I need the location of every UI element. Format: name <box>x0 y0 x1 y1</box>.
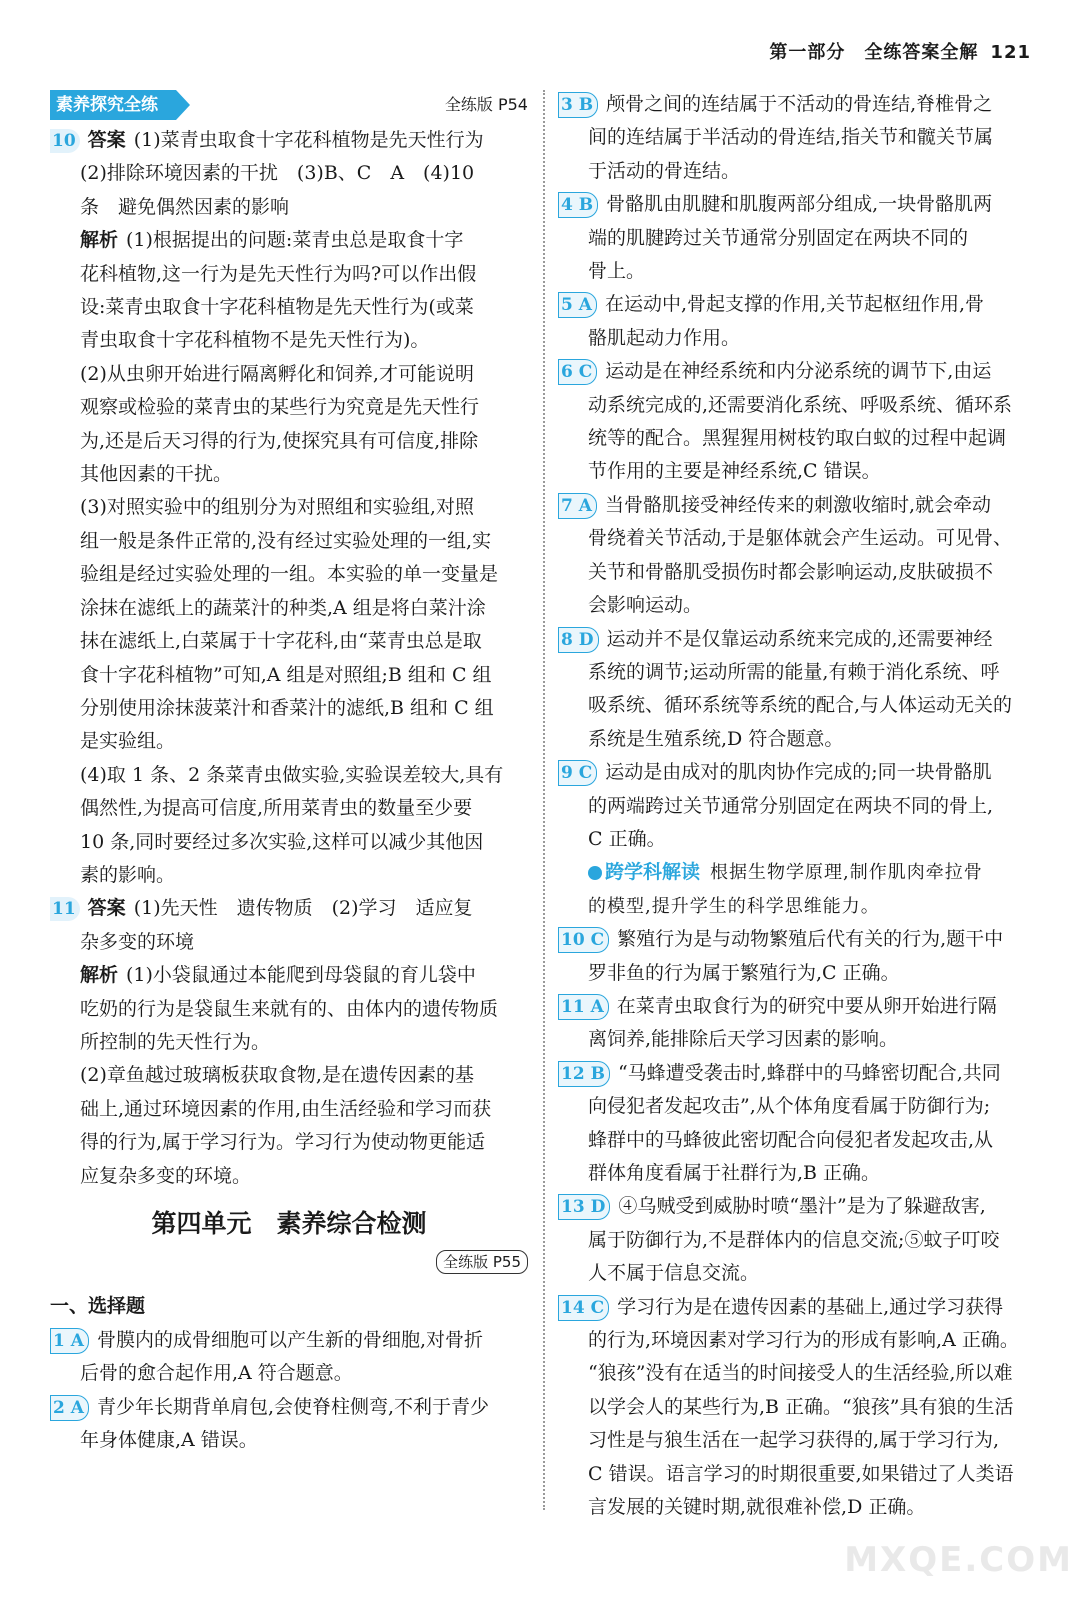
column-divider <box>543 90 545 1510</box>
answer-text: C 正确。 <box>588 827 666 850</box>
answer-text: 年身体健康,A 错误。 <box>80 1429 258 1452</box>
question-number: 11 A <box>558 994 609 1020</box>
analysis-text: 应复杂多变的环境。 <box>80 1164 252 1187</box>
question-number: 10 <box>50 129 80 153</box>
left-column <box>50 88 528 1457</box>
analysis-text: 吃奶的行为是袋鼠生来就有的、由体内的遗传物质 <box>80 997 499 1020</box>
answer-label: 答案 <box>87 129 126 151</box>
analysis-text: 花科植物,这一行为是先天性行为吗?可以作出假 <box>80 262 477 285</box>
unit-ref-box <box>50 1245 528 1278</box>
analysis-text: 所控制的先天性行为。 <box>80 1030 271 1053</box>
question-number: 2 A <box>50 1395 89 1421</box>
question-r12 <box>558 1057 1034 1191</box>
answer-text: 节作用的主要是神经系统,C 错误。 <box>588 460 881 483</box>
answer-text: 系统是生殖系统,D 符合题意。 <box>588 727 844 750</box>
answer-text: 运动是在神经系统和内分泌系统的调节下,由运 <box>605 360 992 383</box>
answer-text: C 错误。语言学习的时期很重要,如果错过了人类语 <box>588 1462 1014 1485</box>
answer-text: 会影响运动。 <box>588 594 703 617</box>
section-ref: 全练版 P54 <box>444 95 528 115</box>
question-10 <box>50 124 528 892</box>
question-3 <box>558 88 1034 188</box>
question-number: 14 C <box>558 1295 609 1321</box>
answer-label: 答案 <box>87 897 126 920</box>
analysis-text: 10 条,同时要经过多次实验,这样可以减少其他因 <box>80 830 484 853</box>
analysis-text: 组一般是条件正常的,没有经过实验处理的一组,实 <box>80 529 492 552</box>
cross-text: 的模型,提升学生的科学思维能力。 <box>588 895 880 917</box>
answer-text: 关节和骨骼肌受损伤时都会影响运动,皮肤破损不 <box>588 560 994 583</box>
page-header <box>769 38 1031 64</box>
question-9 <box>558 756 1034 856</box>
question-6 <box>558 355 1034 489</box>
answer-text: 群体角度看属于社群行为,B 正确。 <box>588 1162 881 1184</box>
answer-text: 后骨的愈合起作用,A 符合题意。 <box>80 1362 353 1385</box>
answer-text: 属于防御行为,不是群体内的信息交流;⑤蚊子叮咬 <box>588 1228 1000 1251</box>
analysis-text: 设:菜青虫取食十字花科植物是先天性行为(或菜 <box>80 296 474 319</box>
question-number: 12 B <box>558 1061 610 1087</box>
analysis-text: 观察或检验的菜青虫的某些行为究竟是先天性行 <box>80 396 480 419</box>
analysis-text: 得的行为,属于学习行为。学习行为使动物更能适 <box>80 1131 486 1154</box>
question-8 <box>558 623 1034 757</box>
answer-text: 骨膜内的成骨细胞可以产生新的骨细胞,对骨折 <box>96 1328 483 1351</box>
unit-ref: 全练版 P55 <box>436 1250 528 1274</box>
answer-text: 向侵犯者发起攻击”,从个体角度看属于防御行为; <box>588 1095 991 1118</box>
answer-text: 端的肌腱跨过关节通常分别固定在两块不同的 <box>588 226 969 249</box>
answer-text: 的行为,环境因素对学习行为的形成有影响,A 正确。 <box>588 1329 1019 1352</box>
question-7 <box>558 489 1034 623</box>
analysis-text: 素的影响。 <box>80 863 176 886</box>
answer-text: (1)先天性 遗传物质 (2)学习 适应复 <box>133 897 473 920</box>
analysis-text: (3)对照实验中的组别分为对照组和实验组,对照 <box>80 496 474 519</box>
answer-text: 蜂群中的马蜂彼此密切配合向侵犯者发起攻击,从 <box>588 1128 994 1151</box>
answer-text: “狼孩”没有在适当的时间接受人的生活经验,所以难 <box>588 1362 1013 1385</box>
answer-text: 吸系统、循环系统等系统的配合,与人体运动无关的 <box>588 694 1013 717</box>
right-column <box>558 88 1034 1524</box>
page-number: 121 <box>990 42 1031 63</box>
analysis-text: 分别使用涂抹菠菜汁和香菜汁的滤纸,B 组和 C 组 <box>80 696 494 719</box>
answer-text: (1)菜青虫取食十字花科植物是先天性行为 <box>133 129 484 151</box>
answer-text: 离饲养,能排除后天学习因素的影响。 <box>588 1028 899 1051</box>
question-number: 8 D <box>558 627 599 653</box>
section-badge: 素养探究全练 <box>50 90 176 120</box>
section-bar <box>50 88 528 122</box>
answer-text: 运动是由成对的肌肉协作完成的;同一块骨骼肌 <box>605 761 992 784</box>
answer-text: 的两端跨过关节通常分别固定在两块不同的骨上, <box>588 794 994 817</box>
analysis-text: 为,还是后天习得的行为,使探究具有可信度,排除 <box>80 429 479 452</box>
answer-text: 于活动的骨连结。 <box>588 159 741 182</box>
question-1 <box>50 1324 528 1391</box>
answer-text: 颅骨之间的连结属于不活动的骨连结,脊椎骨之 <box>606 93 993 115</box>
analysis-text: 抹在滤纸上,白菜属于十字花科,由“菜青虫总是取 <box>80 630 482 653</box>
question-number: 6 C <box>558 359 597 385</box>
answer-text: 杂多变的环境 <box>80 930 195 953</box>
cross-text: 根据生物学原理,制作肌肉牵拉骨 <box>710 862 983 884</box>
answer-text: 统等的配合。黑猩猩用树枝钓取白蚁的过程中起调 <box>588 427 1007 450</box>
answer-text: 罗非鱼的行为属于繁殖行为,C 正确。 <box>588 961 900 984</box>
answer-text: “马蜂遭受袭击时,蜂群中的马蜂密切配合,共同 <box>617 1061 1001 1084</box>
answer-text: 骨上。 <box>588 260 646 283</box>
answer-text: 骨绕着关节活动,于是躯体就会产生运动。可见骨、 <box>588 527 1013 550</box>
answer-text: ④乌贼受到威胁时喷“墨汁”是为了躲避敌害, <box>618 1195 986 1218</box>
unit-title: 第四单元 素养综合检测 <box>151 1209 427 1238</box>
answer-text: 青少年长期背单肩包,会使脊柱侧弯,不利于青少 <box>96 1395 490 1418</box>
question-number: 1 A <box>50 1328 89 1354</box>
answer-text: 繁殖行为是与动物繁殖后代有关的行为,题干中 <box>617 928 1004 951</box>
question-number: 7 A <box>558 493 597 519</box>
question-4 <box>558 188 1034 288</box>
answer-text: 在菜青虫取食行为的研究中要从卵开始进行隔 <box>616 994 997 1017</box>
section-heading: 一、选择题 <box>50 1295 146 1318</box>
question-number: 11 <box>50 897 80 921</box>
analysis-text: 青虫取食十字花科植物不是先天性行为)。 <box>80 329 430 352</box>
analysis-text: (1)小袋鼠通过本能爬到母袋鼠的育儿袋中 <box>126 964 476 987</box>
header-title: 第一部分 全练答案全解 <box>769 42 979 63</box>
cross-discipline-label <box>588 861 700 883</box>
analysis-text: 验组是经过实验处理的一组。本实验的单一变量是 <box>80 563 499 586</box>
answer-text: (2)排除环境因素的干扰 (3)B、C A (4)10 <box>80 162 475 185</box>
answer-text: 系统的调节;运动所需的能量,有赖于消化系统、呼 <box>588 660 1000 683</box>
answer-text: 学习行为是在遗传因素的基础上,通过学习获得 <box>617 1295 1004 1318</box>
answer-text: 动系统完成的,还需要消化系统、呼吸系统、循环系 <box>588 393 1013 416</box>
analysis-text: 偶然性,为提高可信度,所用菜青虫的数量至少要 <box>80 797 473 820</box>
answer-text: 以学会人的某些行为,B 正确。“狼孩”具有狼的生活 <box>588 1395 1014 1418</box>
watermark: MXQE.COM <box>844 1540 1073 1580</box>
question-11 <box>50 892 528 1193</box>
answer-text: 人不属于信息交流。 <box>588 1262 760 1285</box>
answer-text: 言发展的关键时期,就很难补偿,D 正确。 <box>588 1496 926 1519</box>
question-r13 <box>558 1190 1034 1290</box>
cross-discipline-note <box>558 856 1034 923</box>
question-number: 3 B <box>558 92 598 118</box>
answer-text: 间的连结属于半活动的骨连结,指关节和髋关节属 <box>588 126 994 149</box>
analysis-text: 食十字花科植物”可知,A 组是对照组;B 组和 C 组 <box>80 663 492 686</box>
question-number: 13 D <box>558 1194 610 1220</box>
answer-text: 当骨骼肌接受神经传来的刺激收缩时,就会牵动 <box>604 493 991 516</box>
question-number: 10 C <box>558 927 609 953</box>
analysis-text: 涂抹在滤纸上的蔬菜汁的种类,A 组是将白菜汁涂 <box>80 596 486 619</box>
answer-text: 骨骼肌由肌腱和肌腹两部分组成,一块骨骼肌两 <box>606 193 993 216</box>
question-r10 <box>558 923 1034 990</box>
analysis-text: (2)从虫卵开始进行隔离孵化和饲养,才可能说明 <box>80 362 474 385</box>
cross-discipline-icon <box>588 866 602 880</box>
answer-text: 条 避免偶然因素的影响 <box>80 195 290 218</box>
analysis-text: 是实验组。 <box>80 730 176 753</box>
analysis-label: 解析 <box>80 964 119 987</box>
question-5 <box>558 288 1034 355</box>
question-number: 9 C <box>558 760 597 786</box>
analysis-text: (1)根据提出的问题:菜青虫总是取食十字 <box>126 229 464 252</box>
analysis-label: 解析 <box>80 229 119 252</box>
analysis-text: (2)章鱼越过玻璃板获取食物,是在遗传因素的基 <box>80 1064 474 1087</box>
answer-text: 习性是与狼生活在一起学习获得的,属于学习行为, <box>588 1429 1000 1452</box>
cross-label-text: 跨学科解读 <box>605 861 701 884</box>
answer-text: 在运动中,骨起支撑的作用,关节起枢纽作用,骨 <box>604 293 985 316</box>
analysis-text: (4)取 1 条、2 条菜青虫做实验,实验误差较大,具有 <box>80 763 504 786</box>
question-r14 <box>558 1291 1034 1525</box>
analysis-text: 础上,通过环境因素的作用,由生活经验和学习而获 <box>80 1097 492 1120</box>
question-number: 5 A <box>558 292 597 318</box>
answer-text: 运动并不是仅靠运动系统来完成的,还需要神经 <box>606 627 993 650</box>
question-2 <box>50 1391 528 1458</box>
question-r11 <box>558 990 1034 1057</box>
question-number: 4 B <box>558 192 598 218</box>
analysis-text: 其他因素的干扰。 <box>80 463 233 486</box>
answer-text: 骼肌起动力作用。 <box>588 326 741 349</box>
